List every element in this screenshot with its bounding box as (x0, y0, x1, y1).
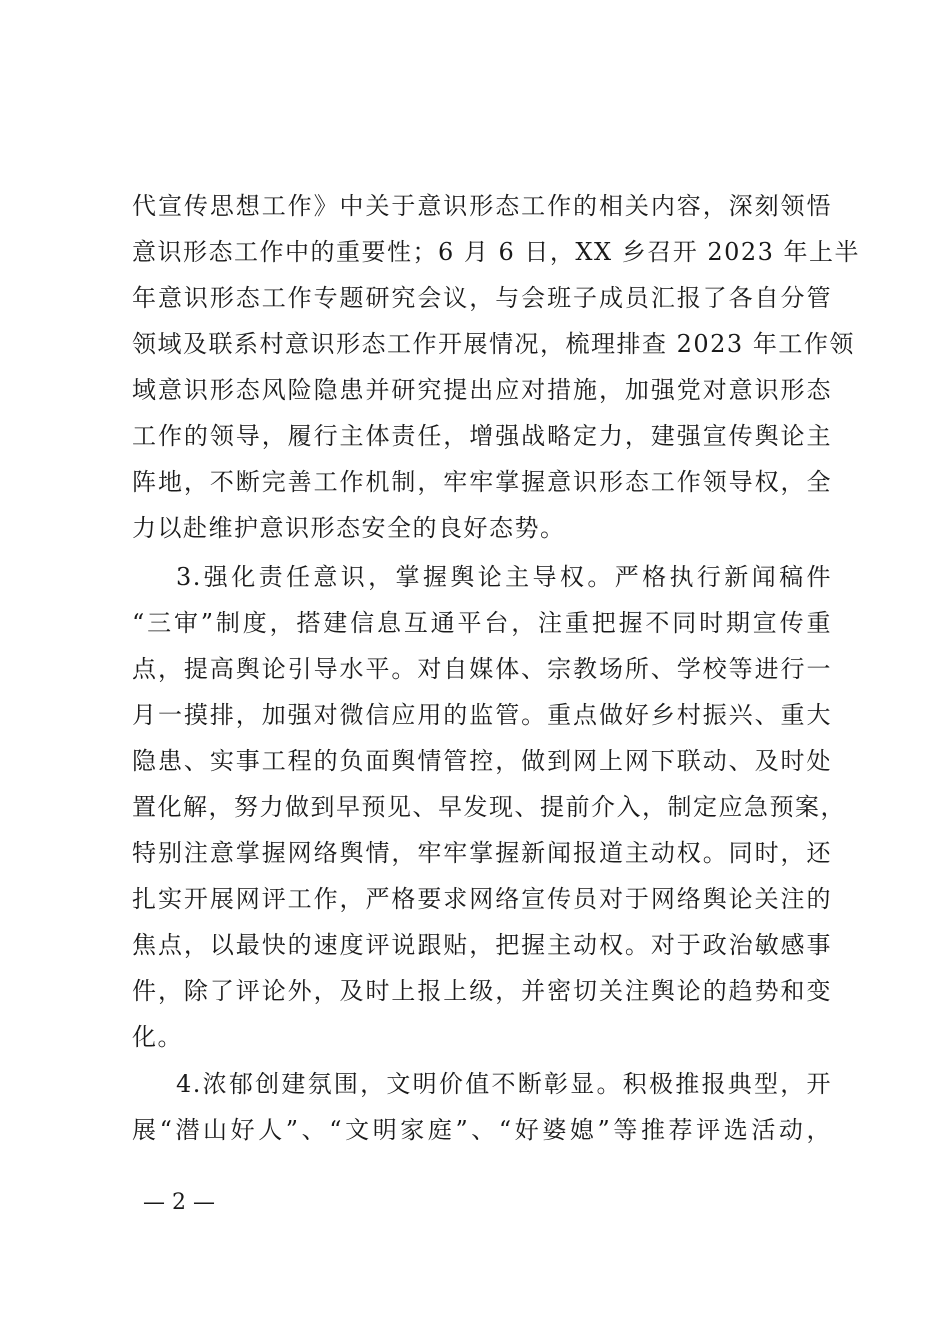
paragraph-line: 工作的领导，履行主体责任，增强战略定力，建强宣传舆论主 (132, 422, 832, 450)
paragraph-line: 年意识形态工作专题研究会议，与会班子成员汇报了各自分管 (132, 284, 832, 312)
paragraph-line: 域意识形态风险隐患并研究提出应对措施，加强党对意识形态 (132, 376, 832, 404)
paragraph-line: 化。 (132, 1023, 183, 1051)
paragraph-line: 焦点，以最快的速度评说跟贴，把握主动权。对于政治敏感事 (132, 931, 832, 959)
paragraph-line: “三审”制度，搭建信息互通平台，注重把握不同时期宣传重 (132, 609, 832, 637)
paragraph-line: 力以赴维护意识形态安全的良好态势。 (132, 514, 566, 542)
page-number: — 2 — (143, 1190, 215, 1215)
paragraph-line: 隐患、实事工程的负面舆情管控，做到网上网下联动、及时处 (132, 747, 832, 775)
paragraph-line: 置化解，努力做到早预见、早发现、提前介入，制定应急预案， (132, 793, 846, 821)
paragraph-line: 阵地，不断完善工作机制，牢牢掌握意识形态工作领导权，全 (132, 468, 832, 496)
paragraph-line: 意识形态工作中的重要性；6 月 6 日，XX 乡召开 2023 年上半 (132, 238, 861, 266)
paragraph-line: 3.强化责任意识，掌握舆论主导权。严格执行新闻稿件 (176, 563, 832, 591)
paragraph-line: 点，提高舆论引导水平。对自媒体、宗教场所、学校等进行一 (132, 655, 832, 683)
paragraph-line: 件，除了评论外，及时上报上级，并密切关注舆论的趋势和变 (132, 977, 832, 1005)
paragraph-line: 扎实开展网评工作，严格要求网络宣传员对于网络舆论关注的 (132, 885, 832, 913)
paragraph-line: 4.浓郁创建氛围，文明价值不断彰显。积极推报典型，开 (176, 1070, 832, 1098)
paragraph-line: 特别注意掌握网络舆情，牢牢掌握新闻报道主动权。同时，还 (132, 839, 832, 867)
paragraph-line: 月一摸排，加强对微信应用的监管。重点做好乡村振兴、重大 (132, 701, 832, 729)
paragraph-line: 展“潜山好人”、“文明家庭”、“好婆媳”等推荐评选活动， (132, 1116, 832, 1144)
paragraph-line: 代宣传思想工作》中关于意识形态工作的相关内容，深刻领悟 (132, 192, 832, 220)
paragraph-line: 领域及联系村意识形态工作开展情况，梳理排查 2023 年工作领 (132, 330, 855, 358)
